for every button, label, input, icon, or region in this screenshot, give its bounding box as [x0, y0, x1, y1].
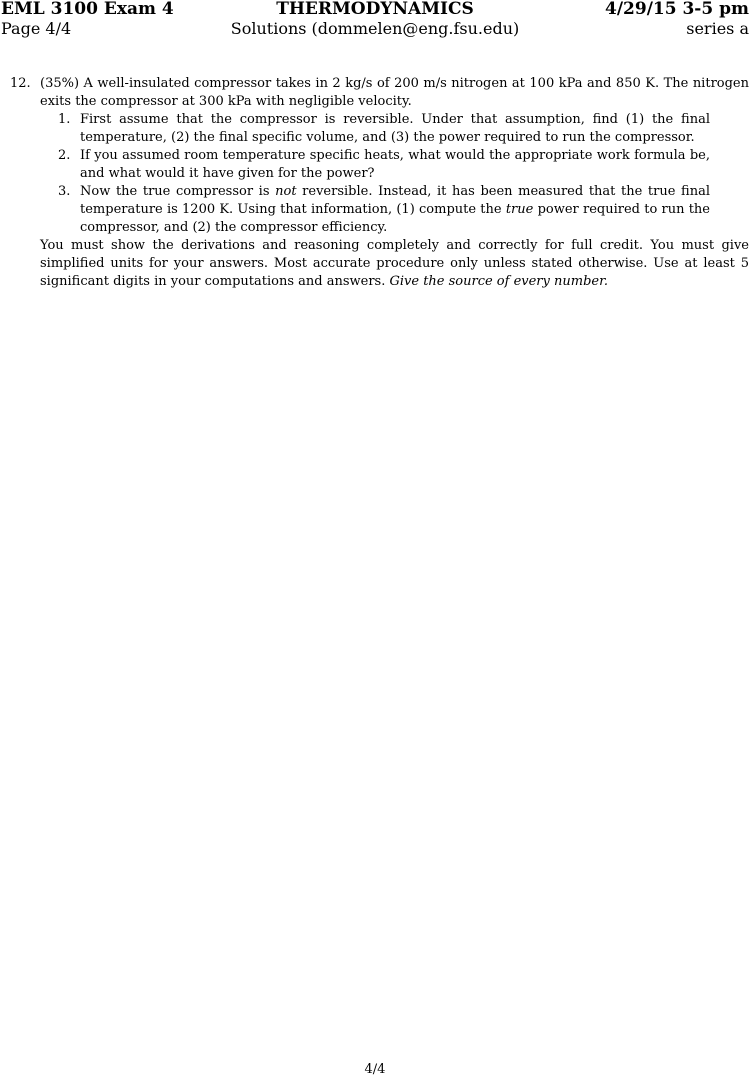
exam-title: EML 3100 Exam 4: [1, 0, 174, 19]
subquestion-number: 2.: [58, 148, 71, 163]
page-footer: [0, 1062, 750, 1078]
problem-12: [10, 75, 749, 291]
subquestion-text-part: Now the true compressor is: [80, 184, 276, 199]
page-header: [0, 0, 750, 40]
subquestion-2: [40, 147, 710, 183]
solutions-contact: Solutions (dommelen@eng.fsu.edu): [230, 19, 520, 38]
exam-date: 4/29/15 3-5 pm: [605, 0, 749, 19]
emphasis-not: not: [275, 184, 297, 199]
subquestion-3: [40, 183, 710, 237]
instructions-text: You must show the derivations and reasoning completely and correctly for full credit. You must give simplified units for your answers. Most accurate procedure only unless stated otherwise. Use at least 5 significant digits in your computations and answers.: [40, 238, 749, 289]
subquestion-list: [40, 111, 749, 237]
problem-statement: (35%) A well-insulated compressor takes in 2 kg/s of 200 m/s nitrogen at 100 kPa and 850 K. The nitrogen exits the compressor at 300 kPa with negligible velocity.: [40, 76, 749, 109]
instructions-emphasis: Give the source of every number.: [389, 274, 609, 289]
course-subject: THERMODYNAMICS: [276, 0, 474, 19]
subquestion-text: If you assumed room temperature specific heats, what would the appropriate work formula be, and what would it have given for the power?: [80, 148, 710, 181]
page-indicator: Page 4/4: [1, 19, 72, 38]
subquestion-1: [40, 111, 710, 147]
subquestion-text: First assume that the compressor is reversible. Under that assumption, find (1) the final temperature, (2) the final specific volume, and (3) the power required to run the compressor.: [80, 112, 710, 145]
subquestion-number: 3.: [58, 184, 71, 199]
header-left: [1, 0, 174, 38]
header-right: [605, 0, 749, 38]
emphasis-true: true: [505, 202, 534, 217]
footer-page-number: 4/4: [364, 1062, 386, 1077]
subquestion-text-part: reversible. Instead, it has been measured that the true final temperature is 1200 K. Using that information, (1) compute the: [80, 184, 710, 217]
subquestion-number: 1.: [58, 112, 71, 127]
problem-number: 12.: [10, 76, 31, 91]
subquestion-text-part: power required to run the compressor, and (2) the compressor efficiency.: [80, 202, 710, 235]
problem-body: [40, 75, 749, 291]
grading-instructions: [40, 237, 749, 291]
exam-series: series a: [686, 19, 749, 38]
